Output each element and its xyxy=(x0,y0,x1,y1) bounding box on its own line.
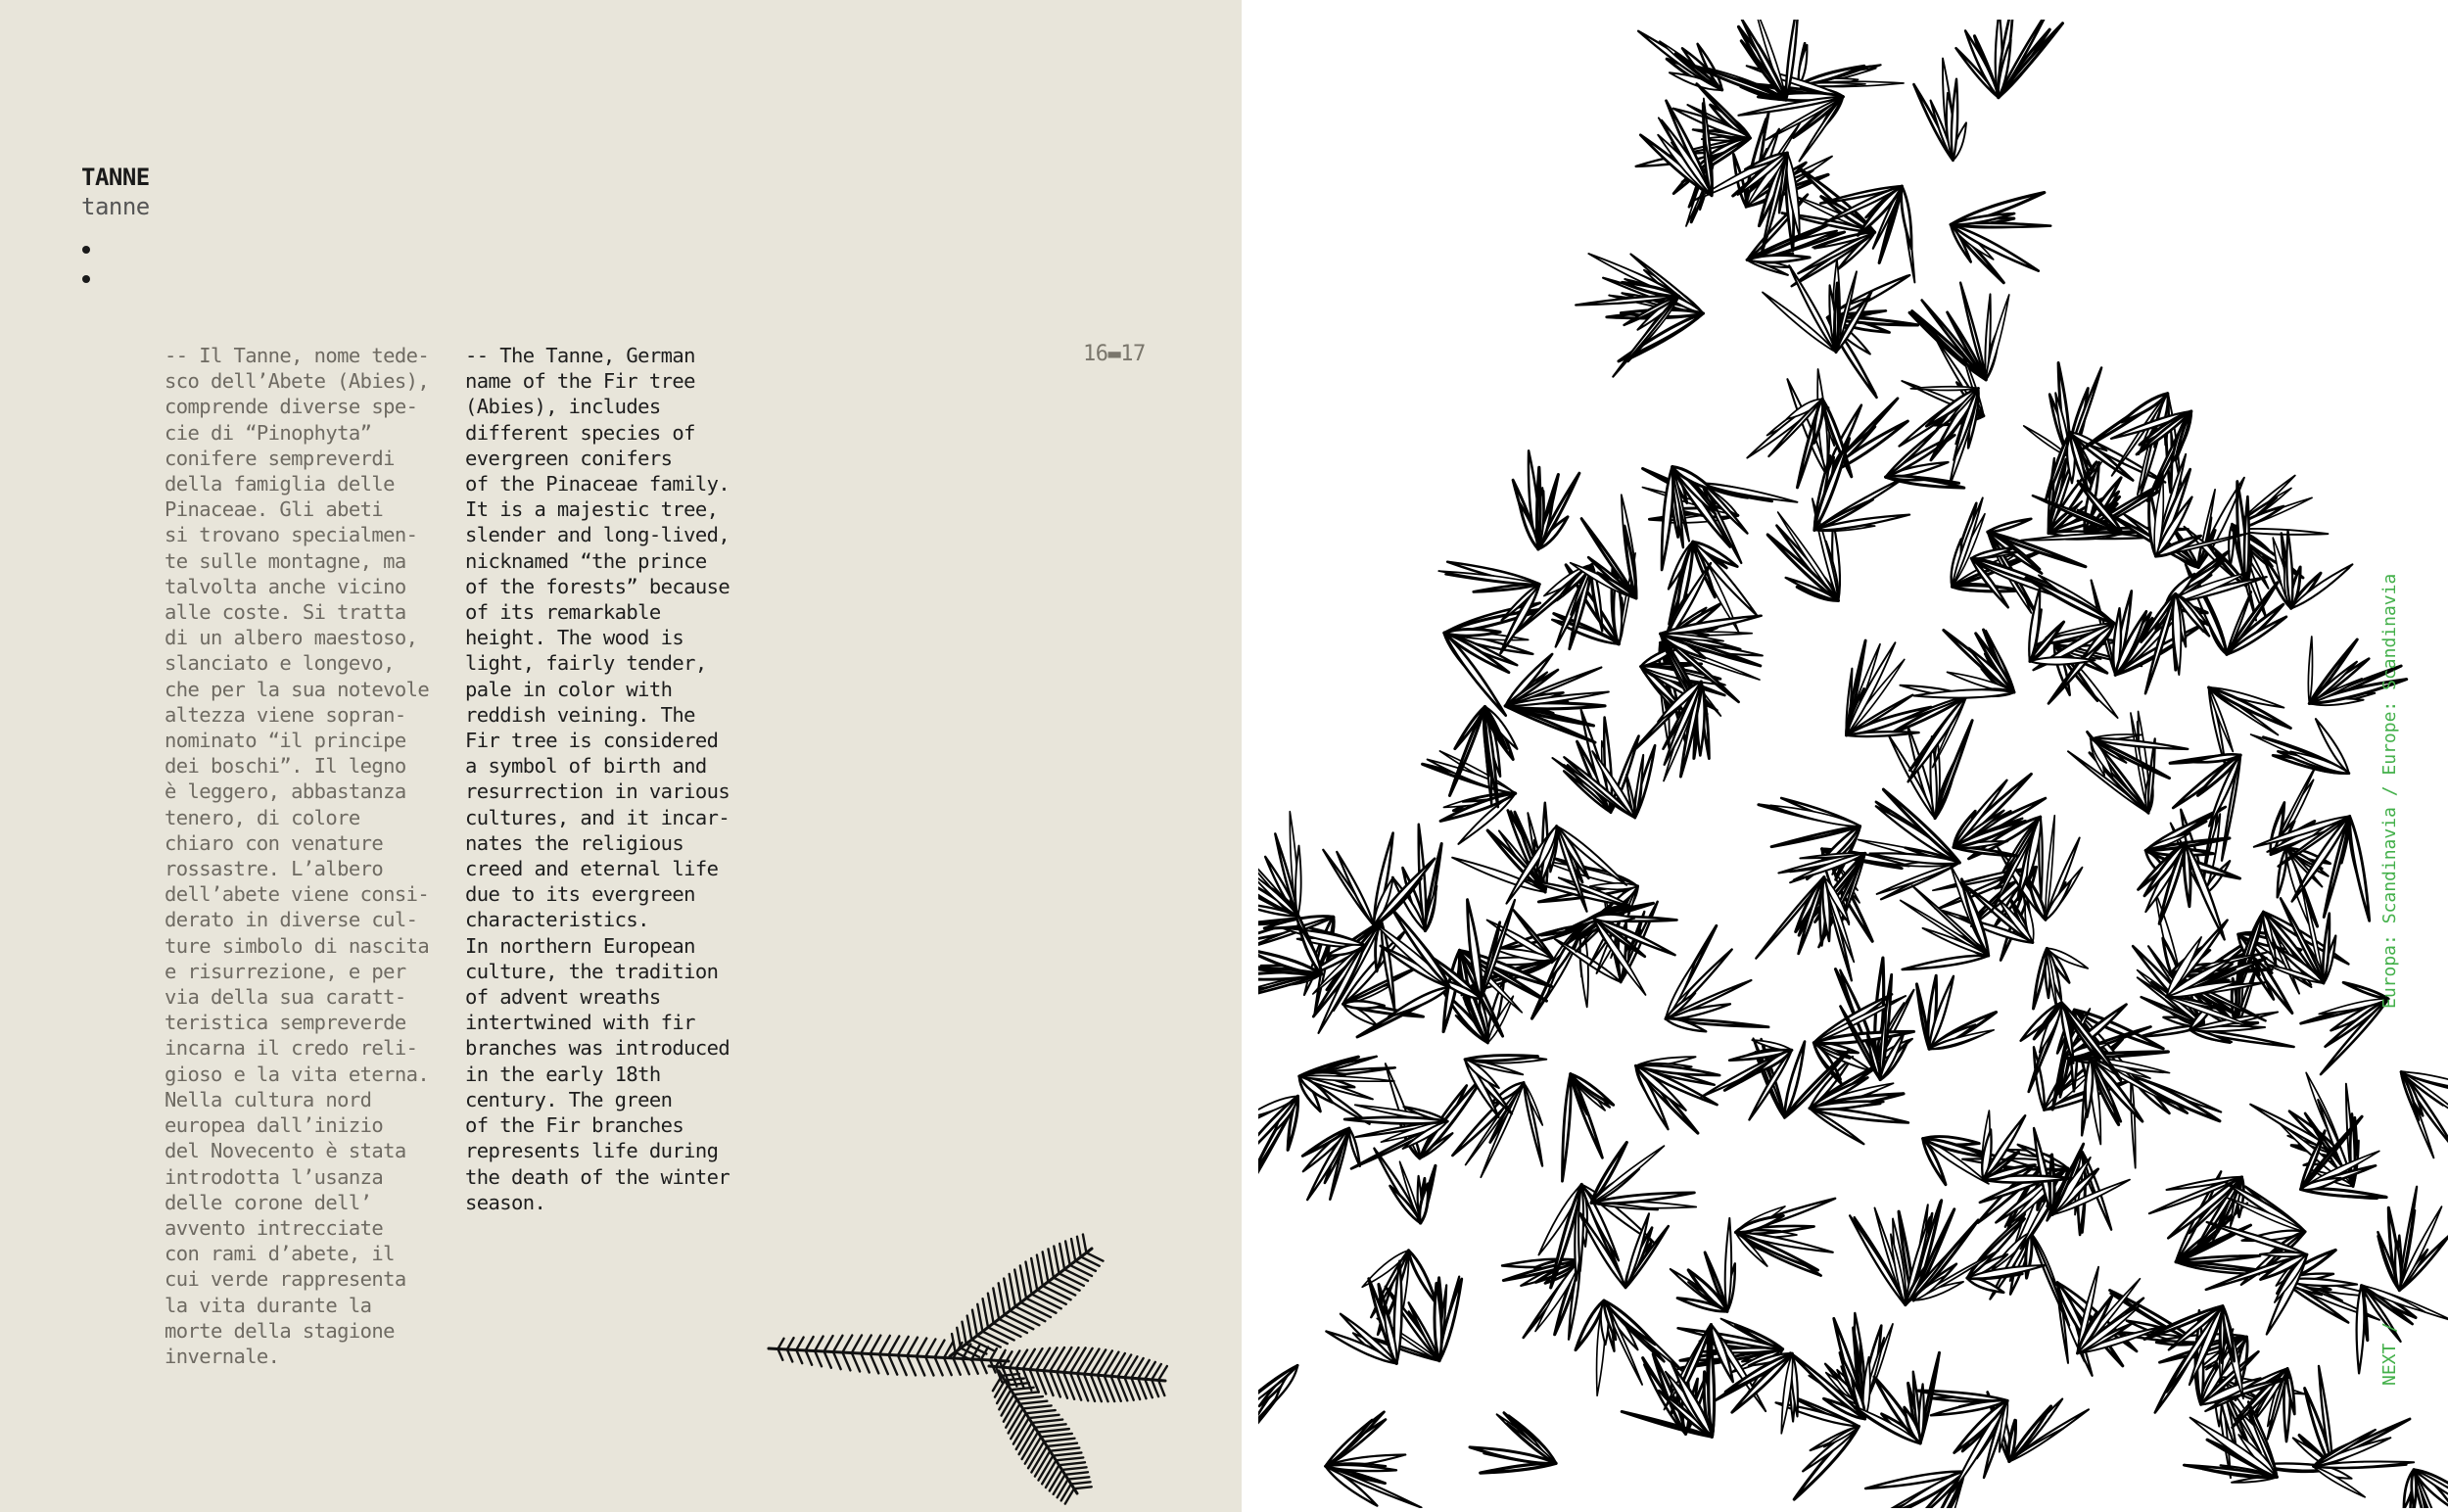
fir-branch-illustration xyxy=(754,1209,1175,1512)
bullet-dot xyxy=(82,246,90,254)
page-number: 16▬17 xyxy=(1083,342,1146,366)
page-subtitle: tanne xyxy=(81,193,150,220)
region-label: Europa: Scandinavia / Europe: Scandinavia xyxy=(2379,573,2400,1009)
title-block xyxy=(81,163,150,221)
italian-text-column: -- Il Tanne, nome tede- sco dell’Abete (Abies), comprende diverse spe- cie di “Pinophyta” conifere sempreverdi della famiglia delle Pinaceae. Gli abeti si trovano specialmen- te sulle montagne, ma talvolta anche vicino alle coste. Si tratta di un albero maestoso, slanciato e longevo, che per la sua notevole altezza viene sopran- nominato “il principe dei boschi”. Il legno è leggero, abbastanza tenero, di colore chiaro con venature rossastre. L’albero dell’abete viene consi- derato in diverse cul- ture simbolo di nascita e risurrezione, e per via della sua caratt- teristica sempreverde incarna il credo reli- gioso e la vita eterna. Nella cultura nord europea dall’inizio del Novecento è stata introdotta l’usanza delle corone dell’ avvento intrecciate con rami d’abete, il cui verde rappresenta la vita durante la morte della stagione invernale. xyxy=(165,344,430,1368)
english-text-column: -- The Tanne, German name of the Fir tree (Abies), includes different species of evergreen conifers of the Pinaceae family. It is a majestic tree, slender and long-lived, nicknamed “the prince of the forests” because of its remarkable height. The wood is light, fairly tender, pale in color with reddish veining. The Fir tree is considered a symbol of birth and resurrection in various cultures, and it incar- nates the religious creed and eternal life due to its evergreen characteristics. In northern European culture, the tradition of advent wreaths intertwined with fir branches was introduced in the early 18th century. The green of the Fir branches represents life during the death of the winter season. xyxy=(465,344,730,1214)
page-title: TANNE xyxy=(81,164,150,191)
next-link[interactable]: NEXT / xyxy=(2379,1321,2400,1386)
fir-tree-illustration xyxy=(1258,20,2448,1508)
bullet-dot xyxy=(82,275,90,283)
